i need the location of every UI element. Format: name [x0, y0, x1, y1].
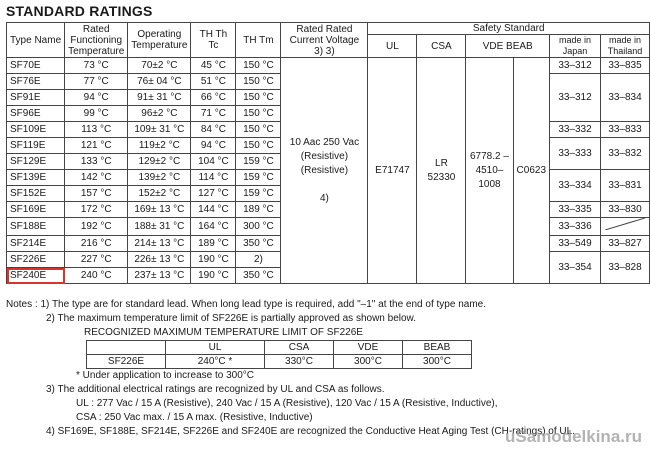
cell-tm: 350 °C: [236, 268, 281, 284]
header-thailand: made in Thailand: [601, 35, 650, 58]
cell-type: SF91E: [7, 90, 65, 106]
sub-header-csa: CSA: [265, 341, 334, 355]
cell-th: 164 °C: [191, 218, 236, 236]
cell-tm: 150 °C: [236, 122, 281, 138]
cell-tm: 150 °C: [236, 138, 281, 154]
cell-op: 119±2 °C: [128, 138, 191, 154]
sub-header-ul: UL: [166, 341, 265, 355]
header-japan: made in Japan: [550, 35, 601, 58]
header-rated-note: 3) 3): [314, 45, 335, 57]
cell-th: 114 °C: [191, 170, 236, 186]
cell-op: 237± 13 °C: [128, 268, 191, 284]
cell-rated: 157 °C: [65, 186, 128, 202]
cell-op: 91± 31 °C: [128, 90, 191, 106]
header-th-tc: TH Th Tc: [191, 23, 236, 58]
cell-rated-cv: [281, 58, 368, 284]
cell-th: 189 °C: [191, 236, 236, 252]
cell-type: SF169E: [7, 202, 65, 218]
cell-rated: 121 °C: [65, 138, 128, 154]
code-th: 33–831: [601, 170, 650, 202]
cell-vde: 6778.2 –4510– 1008: [466, 58, 513, 284]
code-th: 33–828: [601, 252, 650, 284]
code-th: 33–835: [601, 58, 650, 74]
code-th: 33–832: [601, 138, 650, 170]
watermark: uSamodelkina.ru: [505, 427, 642, 446]
code-jp: 33–332: [550, 122, 601, 138]
cell-op: 129±2 °C: [128, 154, 191, 170]
cell-ul: E71747: [368, 58, 417, 284]
cell-op: 188± 31 °C: [128, 218, 191, 236]
header-vde: VDE BEAB: [466, 35, 550, 58]
header-th-tm: TH Tm: [236, 23, 281, 58]
note-3: 3) The additional electrical ratings are recognized by UL and CSA as follows.: [46, 384, 385, 395]
cell-tm: 150 °C: [236, 74, 281, 90]
cell-op: 139±2 °C: [128, 170, 191, 186]
cell-tm: 159 °C: [236, 170, 281, 186]
cell-tm: 150 °C: [236, 90, 281, 106]
cell-th: 94 °C: [191, 138, 236, 154]
note-3-ul: UL : 277 Vac / 15 A (Resistive), 240 Vac / 15 A (Resistive), 120 Vac / 15 A (Resistive, Inductive),: [76, 398, 498, 409]
note-3-csa: CSA : 250 Vac max. / 15 A max. (Resistive, Inductive): [76, 412, 313, 423]
header-safety: Safety Standard: [368, 23, 650, 35]
cell-op: 96±2 °C: [128, 106, 191, 122]
cell-tm: 189 °C: [236, 202, 281, 218]
cell-op: 214± 13 °C: [128, 236, 191, 252]
sub-header-empty: [87, 341, 166, 355]
cell-rated: 77 °C: [65, 74, 128, 90]
header-operating: Operating Temperature: [128, 23, 191, 58]
code-th: 33–834: [601, 74, 650, 122]
code-jp: 33–335: [550, 202, 601, 218]
rated-cv-text: 10 Aac 250 Vac (Resistive) (Resistive): [289, 136, 360, 176]
cell-tm: 150 °C: [236, 106, 281, 122]
cell-beab: C0623: [513, 58, 549, 284]
cell-rated: 216 °C: [65, 236, 128, 252]
table-row: [87, 341, 472, 355]
cell-op: 70±2 °C: [128, 58, 191, 74]
cell-op: 109± 31 °C: [128, 122, 191, 138]
code-th-slash: [601, 218, 650, 236]
cell-th: 45 °C: [191, 58, 236, 74]
cell-rated: 142 °C: [65, 170, 128, 186]
header-rated-label: Rated Rated Current Voltage: [289, 23, 360, 46]
code-jp: 33–336: [550, 218, 601, 236]
cell-op: 76± 04 °C: [128, 74, 191, 90]
cell-op: 169± 13 °C: [128, 202, 191, 218]
table-row: [7, 58, 650, 74]
cell-rated: 113 °C: [65, 122, 128, 138]
note-2: 2) The maximum temperature limit of SF226E is partially approved as shown below.: [46, 313, 416, 324]
subtable-note: * Under application to increase to 300°C: [76, 370, 254, 381]
cell-rated: 73 °C: [65, 58, 128, 74]
cell-rated: 99 °C: [65, 106, 128, 122]
cell-rated: 240 °C: [65, 268, 128, 284]
cell-th: 71 °C: [191, 106, 236, 122]
diagonal-slash-icon: [605, 218, 645, 230]
cell-th: 104 °C: [191, 154, 236, 170]
cell-tm: 159 °C: [236, 154, 281, 170]
cell-type: SF76E: [7, 74, 65, 90]
header-rated-temp: Rated Functioning Temperature: [65, 23, 128, 58]
cell-tm: 350 °C: [236, 236, 281, 252]
cell-tm: 2): [236, 252, 281, 268]
sub-header-beab: BEAB: [403, 341, 472, 355]
subtable-title: RECOGNIZED MAXIMUM TEMPERATURE LIMIT OF SF226E: [84, 327, 363, 338]
cell-th: 84 °C: [191, 122, 236, 138]
cell-type: SF214E: [7, 236, 65, 252]
code-jp: 33–354: [550, 252, 601, 284]
code-jp: 33–334: [550, 170, 601, 202]
note-4: 4) SF169E, SF188E, SF214E, SF226E and SF240E are recognized the Conductive Heat Aging Test (CH-ratings) of UL.: [46, 426, 575, 437]
cell-th: 190 °C: [191, 268, 236, 284]
cell-type: SF188E: [7, 218, 65, 236]
code-jp: 33–312: [550, 74, 601, 122]
cell-th: 66 °C: [191, 90, 236, 106]
sub-cell-csa: 330°C: [265, 355, 334, 369]
cell-type: SF129E: [7, 154, 65, 170]
cell-rated: 172 °C: [65, 202, 128, 218]
code-th: 33–833: [601, 122, 650, 138]
cell-th: 51 °C: [191, 74, 236, 90]
cell-op: 226± 13 °C: [128, 252, 191, 268]
table-row: [87, 355, 472, 369]
code-th: 33–827: [601, 236, 650, 252]
cell-th: 190 °C: [191, 252, 236, 268]
header-type: Type Name: [7, 23, 65, 58]
cell-type: SF152E: [7, 186, 65, 202]
code-jp: 33–312: [550, 58, 601, 74]
cell-th: 127 °C: [191, 186, 236, 202]
cell-th: 144 °C: [191, 202, 236, 218]
cell-rated: 94 °C: [65, 90, 128, 106]
sub-cell-ul: 240°C *: [166, 355, 265, 369]
cell-rated: 133 °C: [65, 154, 128, 170]
page-title: STANDARD RATINGS: [6, 3, 153, 19]
cell-type: SF226E: [7, 252, 65, 268]
cell-op: 152±2 °C: [128, 186, 191, 202]
cell-type: SF70E: [7, 58, 65, 74]
cell-type-selected[interactable]: SF240E: [7, 268, 65, 284]
cell-type: SF96E: [7, 106, 65, 122]
cell-rated: 192 °C: [65, 218, 128, 236]
max-temp-table: [86, 340, 472, 369]
rated-note4: 4): [319, 192, 329, 204]
cell-type: SF119E: [7, 138, 65, 154]
ratings-table: [6, 22, 650, 284]
sub-cell-type: SF226E: [87, 355, 166, 369]
code-jp: 33–549: [550, 236, 601, 252]
cell-rated: 227 °C: [65, 252, 128, 268]
cell-tm: 159 °C: [236, 186, 281, 202]
sub-cell-vde: 300°C: [334, 355, 403, 369]
code-jp: 33–333: [550, 138, 601, 170]
cell-type: SF139E: [7, 170, 65, 186]
sub-cell-beab: 300°C: [403, 355, 472, 369]
cell-tm: 300 °C: [236, 218, 281, 236]
code-th: 33–830: [601, 202, 650, 218]
cell-csa: LR 52330: [417, 58, 466, 284]
notes-section: [6, 298, 646, 439]
sub-header-vde: VDE: [334, 341, 403, 355]
cell-tm: 150 °C: [236, 58, 281, 74]
header-ul: UL: [368, 35, 417, 58]
cell-type: SF109E: [7, 122, 65, 138]
note-1: Notes : 1) The type are for standard lead. When long lead type is required, add "–1" at the end of type name.: [6, 299, 486, 310]
header-csa: CSA: [417, 35, 466, 58]
header-rated: [281, 23, 368, 58]
